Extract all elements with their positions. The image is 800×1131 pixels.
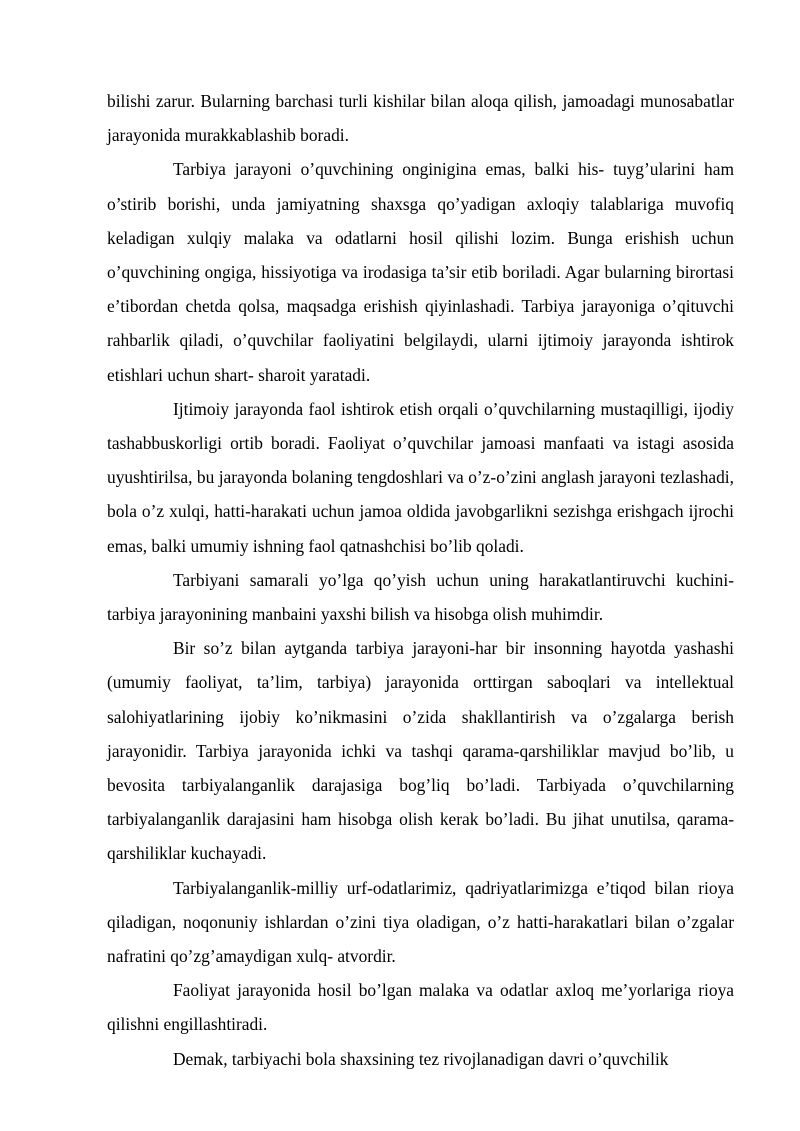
paragraph: Tarbiyani samarali yo’lga qo’yish uchun uning harakatlantiruvchi kuchini- tarbiya jarayonining manbaini yaxshi bilish va hisobga olish muhimdir.	[107, 569, 734, 625]
body-text	[107, 84, 734, 1076]
paragraph: Faoliyat jarayonida hosil bo’lgan malaka va odatlar axloq me’yorlariga rioya qilishni engillashtiradi.	[107, 980, 734, 1035]
paragraph-truncated: Demak, tarbiyachi bola shaxsining tez rivojlanadigan davri o’quvchilik	[173, 1048, 669, 1069]
paragraph: Ijtimoiy jarayonda faol ishtirok etish orqali o’quvchilarning mustaqilligi, ijodiy tashabbuskorligi ortib boradi. Faoliyat o’quvchilar jamoasi manfaati va istagi asosida uyushtirilsa, bu jarayonda bolaning tengdoshlari va o’z-o’zini anglash jarayoni tezlashadi, bola o’z xulqi, hatti-harakati uchun jamoa oldida javobgarlikni sezishga erishgach ijrochi emas, balki umumiy ishning faol qatnashchisi bo’lib qoladi.	[107, 398, 734, 556]
paragraph: Bir so’z bilan aytganda tarbiya jarayoni-har bir insonning hayotda yashashi (umumiy faoliyat, ta’lim, tarbiya) jarayonida orttirgan saboqlari va intellektual salohiyatlarining ijobiy ko’nikmasini o’zida shakllantirish va o’zgalarga berish jarayonidir. Tarbiya jarayonida ichki va tashqi qarama-qarshiliklar mavjud bo’lib, u bevosita tarbiyalanganlik darajasiga bog’liq bo’ladi. Tarbiyada o’quvchilarning tarbiyalanganlik darajasini ham hisobga olish kerak bo’ladi. Bu jihat unutilsa, qarama-qarshiliklar kuchayadi.	[107, 638, 734, 864]
paragraph-continuation: bilishi zarur. Bularning barchasi turli kishilar bilan aloqa qilish, jamoadagi munosabatlar jarayonida murakkablashib boradi.	[107, 91, 734, 146]
paragraph: Tarbiyalanganlik-milliy urf-odatlarimiz, qadriyatlarimizga e’tiqod bilan rioya qiladigan, noqonuniy ishlardan o’zini tiya oladigan, o’z hatti-harakatlari bilan o’zgalar nafratini qo’zg’amaydigan xulq- atvordir.	[107, 877, 734, 967]
paragraph: Tarbiya jarayoni o’quvchining onginigina emas, balki his- tuyg’ularini ham o’stirib borishi, unda jamiyatning shaxsga qo’yadigan axloqiy talablariga muvofiq keladigan xulqiy malaka va odatlarni hosil qilishi lozim. Bunga erishish uchun o’quvchining ongiga, hissiyotiga va irodasiga ta’sir etib boriladi. Agar bularning birortasi e’tibordan chetda qolsa, maqsadga erishish qiyinlashadi. Tarbiya jarayoniga o’qituvchi rahbarlik qiladi, o’quvchilar faoliyatini belgilaydi, ularni ijtimoiy jarayonda ishtirok etishlari uchun shart- sharoit yaratadi.	[107, 159, 734, 385]
